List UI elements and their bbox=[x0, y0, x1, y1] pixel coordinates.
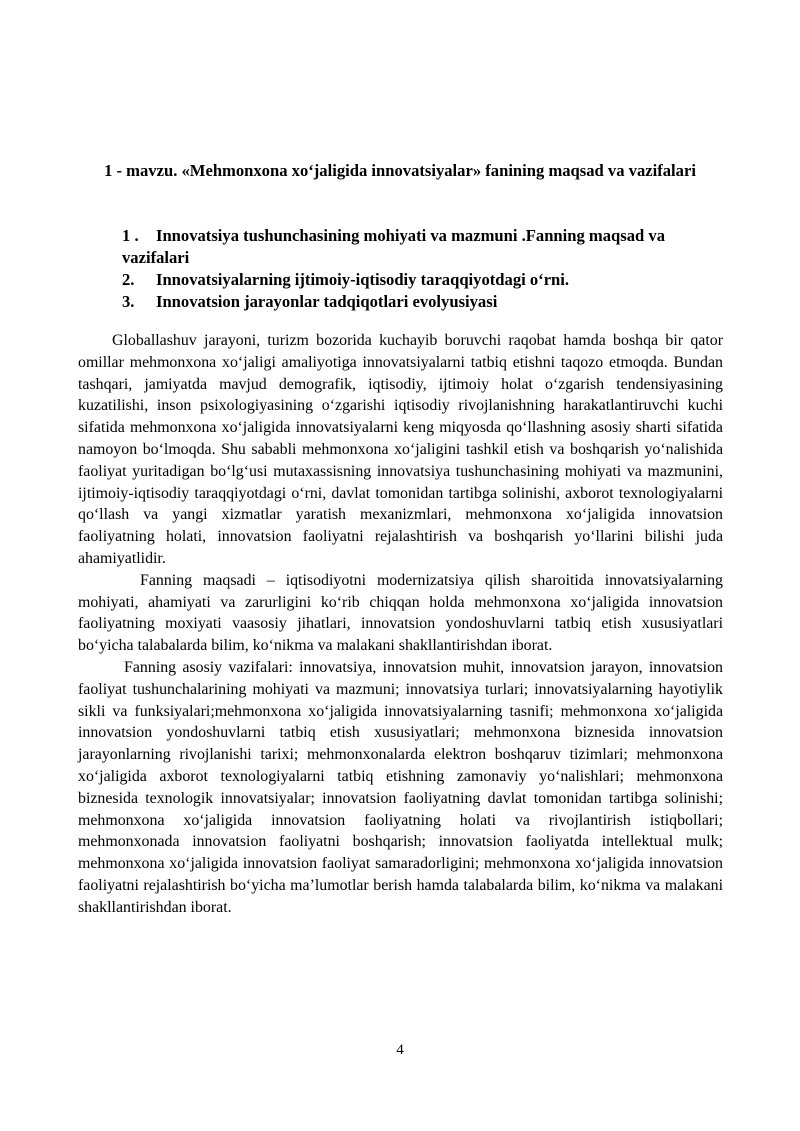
topic-outline bbox=[122, 225, 682, 313]
paragraph-tasks: Fanning asosiy vazifalari: innovatsiya, innovatsion muhit, innovatsion jarayon, innovatsion faoliyat tushunchalarining mohiyati va mazmuni; innovatsiya turlari; innovatsiyalarning hayotiylik sikli va funksiyalari;mehmonxona xo‘jaligida innovatsiyalarning tasnifi; mehmonxona xo‘jaligida innovatsion yondoshuvlarni tatbiq etish xususiyatlari; mehmonxona biznesida innovatsion jarayonlarning rivojlanishi tarixi; mehmonxonalarda elektron boshqaruv tizimlari; mehmonxona xo‘jaligida axborot texnologiyalarni tatbiq etishning zamonaviy yo‘nalishlari; mehmonxona biznesida texnologik innovatsiyalar; innovatsion faoliyatning davlat tomonidan tartibga solinishi; mehmonxona xo‘jaligida innovatsion faoliyatning holati va rivojlantirish istiqbollari; mehmonxonada innovatsion faoliyatni boshqarish; innovatsion faoliyatda intellektual mulk; mehmonxona xo‘jaligida innovatsion faoliyat samaradorligini; mehmonxona xo‘jaligida innovatsion faoliyatni rejalashtirish bo‘yicha ma’lumotlar berish hamda talabalarda bilim, ko‘nikma va malakani shakllantirishdan iborat. bbox=[78, 658, 723, 916]
outline-item-3 bbox=[122, 291, 682, 313]
outline-item-1 bbox=[122, 225, 682, 269]
outline-number: 2. bbox=[122, 270, 135, 289]
outline-item-2 bbox=[122, 269, 682, 291]
outline-number: 3. bbox=[122, 292, 135, 311]
paragraph-intro: Globallashuv jarayoni, turizm bozorida kuchayib boruvchi raqobat hamda boshqa bir qator omillar mehmonxona xo‘jaligi amaliyotiga innovatsiyalarni tatbiq etishni taqozo etmoqda. Bundan tashqari, jamiyatda mavjud demografik, iqtisodiy, ijtimoiy holat o‘zgarish tendensiyasining kuzatilishi, inson psixologiyasining o‘zgarishi iqtisodiy rivojlanishning harakatlantiruvchi kuchi sifatida mehmonxona xo‘jaligida innovatsiyalarni keng miqyosda qo‘llashning asosiy sharti sifatida namoyon bo‘lmoqda. Shu sababli mehmonxona xo‘jaligini tashkil etish va boshqarish yo‘nalishida faoliyat yuritadigan bo‘lg‘usi mutaxassisning innovatsiya tushunchasining mohiyati va mazmunini, ijtimoiy-iqtisodiy taraqqiyotdagi o‘rni, davlat tomonidan tartibga solinishi, axborot texnologiyalarni qo‘llash va yangi xizmatlar yaratish mexanizmlari, mehmonxona xo‘jaligida innovatsion faoliyatning holati, innovatsion faoliyatni rejalashtirish va boshqarish yo‘llarini bilishi juda ahamiyatlidir. bbox=[78, 332, 723, 567]
body-text bbox=[78, 330, 723, 919]
outline-text: Innovatsiya tushunchasining mohiyati va mazmuni .Fanning maqsad va vazifalari bbox=[122, 226, 666, 267]
outline-number: 1 . bbox=[122, 226, 139, 245]
outline-text: Innovatsiyalarning ijtimoiy-iqtisodiy taraqqiyotdagi o‘rni. bbox=[156, 270, 570, 289]
page-number: 4 bbox=[396, 1042, 404, 1058]
page-title: 1 - mavzu. «Mehmonxona xo‘jaligida innovatsiyalar» fanining maqsad va vazifalari bbox=[104, 161, 696, 180]
outline-text: Innovatsion jarayonlar tadqiqotlari evolyusiyasi bbox=[156, 292, 498, 311]
paragraph-goal: Fanning maqsadi – iqtisodiyotni modernizatsiya qilish sharoitida innovatsiyalarning mohiyati, ahamiyati va zarurligini ko‘rib chiqqan holda mehmonxona xo‘jaligida innovatsion faoliyatning moxiyati vaasosiy jihatlari, innovatsion yondoshuvlarni tatbiq etish xususiyatlari bo‘yicha talabalarda bilim, ko‘nikma va malakani shakllantirishdan iborat. bbox=[78, 571, 723, 655]
